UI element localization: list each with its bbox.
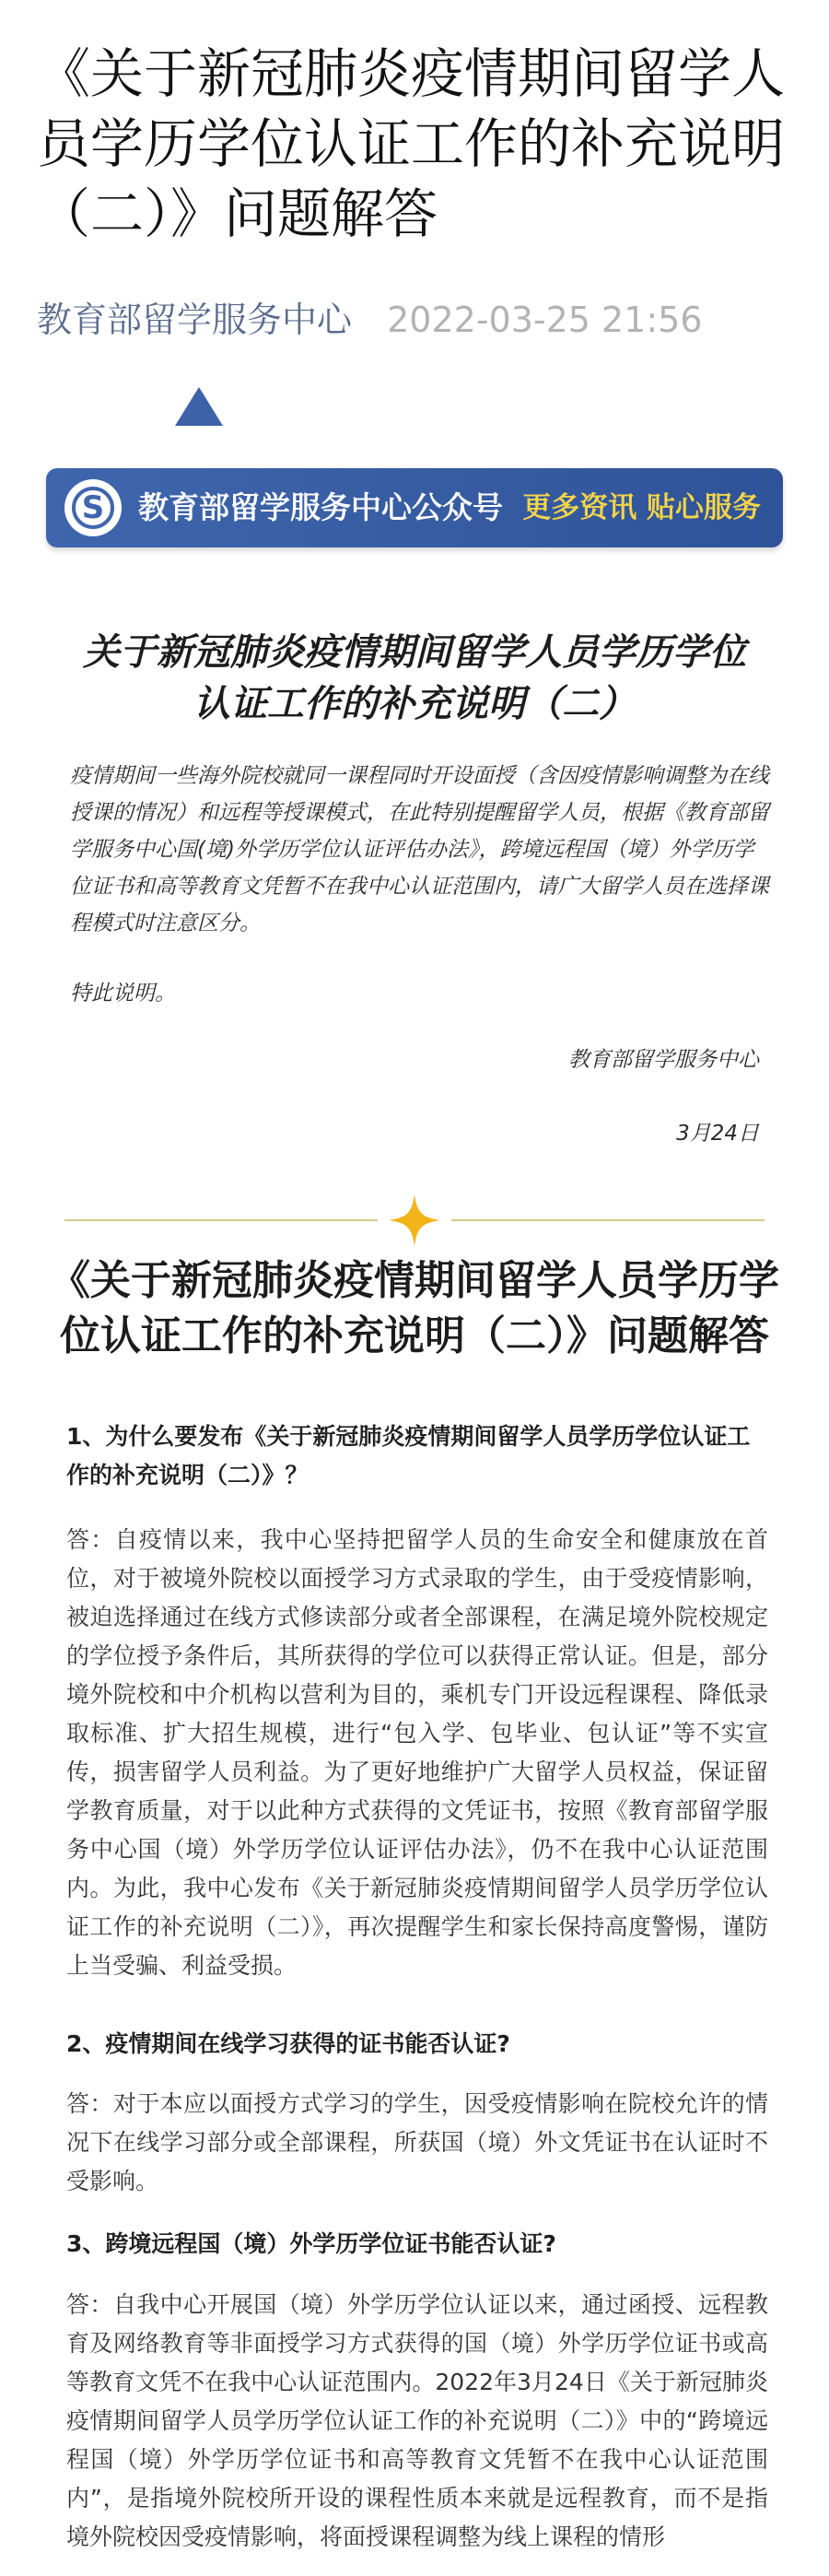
- account-banner[interactable]: [46, 468, 783, 547]
- account-name-link[interactable]: 教育部留学服务中心: [37, 300, 353, 340]
- notice-signature: 教育部留学服务中心: [568, 1048, 759, 1072]
- question-1: 1、为什么要发布《关于新冠肺炎疫情期间留学人员学历学位认证工作的补充说明（二）》？: [66, 1423, 751, 1488]
- qa-title: [46, 1253, 783, 1364]
- banner-account-name: 教育部留学服务中心公众号: [138, 489, 503, 525]
- notice-title-line: 关于新冠肺炎疫情期间留学人员学历学位: [83, 631, 746, 674]
- divider-line: [451, 1219, 765, 1221]
- article-title: 《关于新冠肺炎疫情期间留学人员学历学位认证工作的补充说明（二）》问题解答: [37, 42, 786, 245]
- notice-title-line: 认证工作的补充说明（二）: [193, 683, 636, 725]
- notice-body: 疫情期间一些海外院校就同一课程同时开设面授（含因疫情影响调整为在线授课的情况）和远程等授课模式，在此特别提醒留学人员，根据《教育部留学服务中心国(境)外学历学位认证评估办法》，跨境远程国（境）外学历学位证书和高等教育文凭暂不在我中心认证范围内，请广大留学人员在选择课程模式时注意区分。: [70, 764, 769, 935]
- divider-line: [64, 1219, 378, 1221]
- answer-1: 答：自疫情以来，我中心坚持把留学人员的生命安全和健康放在首位，对于被境外院校以面授学习方式录取的学生，由于受疫情影响，被迫选择通过在线方式修读部分或者全部课程，在满足境外院校规定的学位授予条件后，其所获得的学位可以获得正常认证。但是，部分境外院校和中介机构以营利为目的，乘机专门开设远程课程、降低录取标准、扩大招生规模，进行“包入学、包毕业、包认证”等不实宣传，损害留学人员利益。为了更好地维护广大留学人员权益，保证留学教育质量，对于以此种方式获得的文凭证书，按照《教育部留学服务中心国（境）外学历学位认证评估办法》，仍不在我中心认证范围内。为此，我中心发布《关于新冠肺炎疫情期间留学人员学历学位认证工作的补充说明（二）》，再次提醒学生和家长保持高度警惕，谨防上当受骗、利益受损。: [66, 1526, 768, 1979]
- banner-slogan: 更多资讯 贴心服务: [522, 491, 761, 524]
- logo-letter: S: [81, 489, 105, 526]
- question-2: 2、疫情期间在线学习获得的证书能否认证?: [66, 2030, 510, 2057]
- qa-title-line: 《关于新冠肺炎疫情期间留学人员学历学: [50, 1257, 779, 1304]
- answer-2: 答：对于本应以面授方式学习的学生，因受疫情影响在院校允许的情况下在线学习部分或全部课程，所获国（境）外文凭证书在认证时不受影响。: [66, 2090, 768, 2194]
- cscse-logo-icon: [64, 479, 122, 536]
- question-3: 3、跨境远程国（境）外学历学位证书能否认证?: [66, 2230, 556, 2257]
- notice-note: 特此说明。: [70, 982, 176, 1006]
- qa-title-line: 位认证工作的补充说明（二）》问题解答: [60, 1312, 769, 1359]
- answer-3: 答：自我中心开展国（境）外学历学位认证以来，通过函授、远程教育及网络教育等非面授学习方式获得的国（境）外学历学位证书或高等教育文凭不在我中心认证范围内。2022年3月24日《关于新冠肺炎疫情期间留学人员学历学位认证工作的补充说明（二）》中的“跨境远程国（境）外学历学位证书和高等教育文凭暂不在我中心认证范围内”，是指境外院校所开设的课程性质本来就是远程教育，而不是指境外院校因受疫情影响，将面授课程调整为线上课程的情形: [66, 2291, 768, 2550]
- banner-pointer-icon: [175, 387, 223, 426]
- publish-time: 2022-03-25 21:56: [387, 300, 703, 340]
- sparkle-star-icon: [387, 1193, 442, 1248]
- notice-date: 3月24日: [676, 1122, 759, 1146]
- notice-title: [55, 627, 774, 730]
- article-meta: [37, 297, 703, 343]
